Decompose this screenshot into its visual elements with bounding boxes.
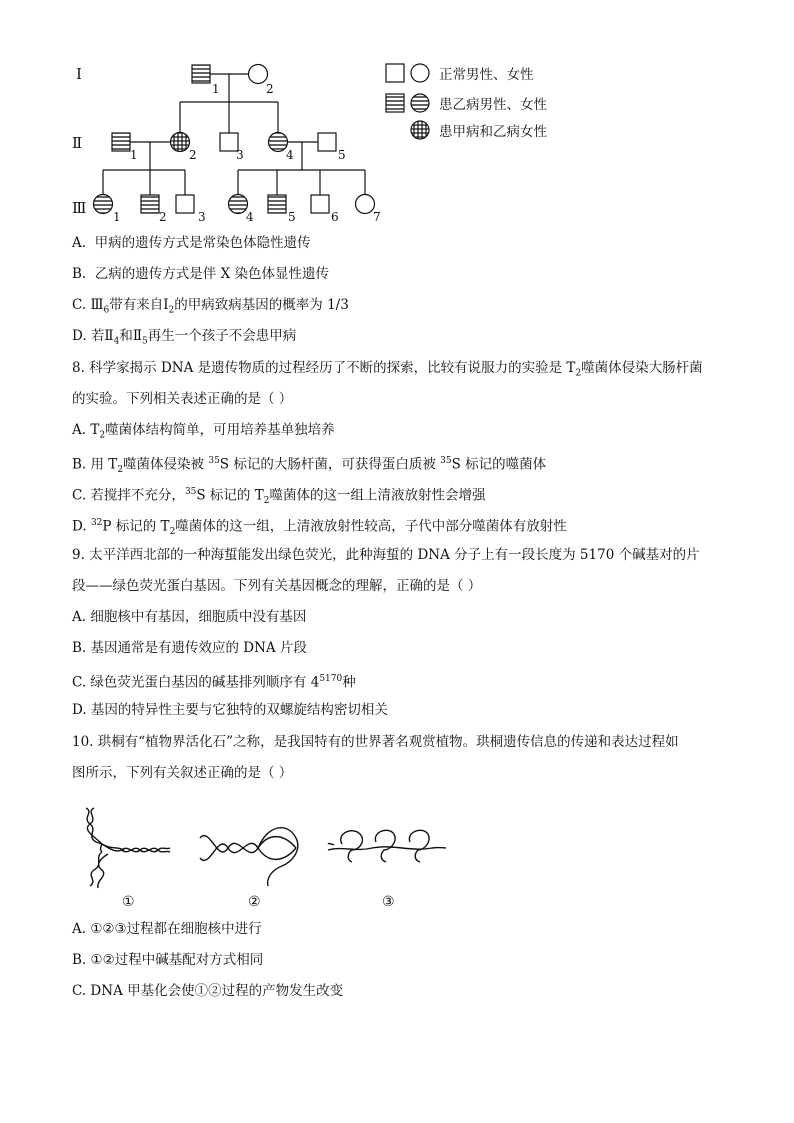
svg-text:4: 4 xyxy=(246,210,254,224)
q8-option-d: D. $^{32}$P 标记的 $T_2$噬菌体的这一组，上清液放射性较高，子代中部分噬菌体有放射性 xyxy=(72,518,567,538)
q10-stem-line2: 图所示，下列有关叙述正确的是（ ） xyxy=(72,765,293,781)
figure-label-2: ② xyxy=(248,894,261,910)
svg-text:3: 3 xyxy=(236,148,244,162)
q8-stem-line1: 8. 科学家揭示 DNA 是遗传物质的过程经历了不断的探索，比较有说服力的实验是 $T_2$噬菌体侵染大肠杆菌 xyxy=(72,360,703,379)
q8-option-c: C. 若搅拌不充分，$^{35}$S 标记的 $T_2$噬菌体的这一组上清液放射性会增强 xyxy=(72,487,486,507)
svg-text:1: 1 xyxy=(113,210,121,224)
q8-stem-line2: 的实验。下列相关表述正确的是（ ） xyxy=(72,391,293,407)
I-1-affected-male xyxy=(192,65,210,83)
legend-both-female-icon xyxy=(411,121,429,139)
q9-stem-line1: 9. 太平洋西北部的一种海蜇能发出绿色荧光，此种海蜇的 DNA 分子上有一段长度为 5170 个碱基对的片 xyxy=(72,547,700,563)
III-1-affected-female xyxy=(94,195,113,214)
legend-normal-female-icon xyxy=(411,64,429,82)
legend-b-male-icon xyxy=(386,94,404,112)
q9-stem-line2: 段——绿色荧光蛋白基因。下列有关基因概念的理解，正确的是（ ） xyxy=(72,578,482,594)
q9-option-d: D. 基因的特异性主要与它独特的双螺旋结构密切相关 xyxy=(72,702,388,718)
q10-option-c: C. DNA 甲基化会使①②过程的产物发生改变 xyxy=(72,983,344,999)
generation-label-3: Ⅲ xyxy=(72,199,87,217)
svg-text:1: 1 xyxy=(130,148,138,162)
II-2-both-female xyxy=(171,133,190,152)
svg-text:3: 3 xyxy=(198,210,206,224)
III-6-normal-male xyxy=(311,195,329,213)
q10-option-b: B. ①②过程中碱基配对方式相同 xyxy=(72,952,264,968)
svg-text:5: 5 xyxy=(338,148,346,162)
q9-option-c: C. 绿色荧光蛋白基因的碱基排列顺序有 $4^{5170}$种 xyxy=(72,674,356,691)
q7-option-c: C. $Ⅲ_6$带有来自$Ⅰ_2$的甲病致病基因的概率为 1/3 xyxy=(72,297,349,316)
generation-label-1: Ⅰ xyxy=(76,65,82,83)
q7-option-b: B. 乙病的遗传方式是伴 X 染色体显性遗传 xyxy=(72,266,330,282)
svg-text:5: 5 xyxy=(288,210,296,224)
III-7-normal-female xyxy=(356,195,375,214)
figure-label-1: ① xyxy=(122,894,135,910)
q7-option-a: A. 甲病的遗传方式是常染色体隐性遗传 xyxy=(72,235,311,251)
q8-option-a: A. $T_2$噬菌体结构简单，可用培养基单独培养 xyxy=(72,422,335,441)
q8-option-b: B. 用 $T_2$噬菌体侵染被 $^{35}$S 标记的大肠杆菌，可获得蛋白质被 $^{35}$S 标记的噬菌体 xyxy=(72,456,547,476)
II-5-normal-male xyxy=(318,133,336,151)
legend-normal-label: 正常男性、女性 xyxy=(439,67,534,83)
generation-label-2: Ⅱ xyxy=(72,134,83,152)
legend-both-label: 患甲病和乙病女性 xyxy=(439,124,547,140)
figure-label-3: ③ xyxy=(382,894,395,910)
I-2-normal-female xyxy=(249,65,268,84)
II-4-affected-female xyxy=(269,133,288,152)
legend-b-label: 患乙病男性、女性 xyxy=(439,97,547,113)
q9-option-a: A. 细胞核中有基因，细胞质中没有基因 xyxy=(72,609,307,625)
legend-normal-male-icon xyxy=(386,64,404,82)
svg-text:2: 2 xyxy=(189,148,197,162)
gene-expression-figure xyxy=(72,798,452,913)
III-2-affected-male xyxy=(141,195,159,213)
q7-option-d: D. 若$Ⅱ_4$和$Ⅱ_5$再生一个孩子不会患甲病 xyxy=(72,328,297,347)
translation-diagram xyxy=(328,830,446,862)
svg-text:6: 6 xyxy=(331,210,339,224)
q9-option-b: B. 基因通常是有遗传效应的 DNA 片段 xyxy=(72,640,307,656)
legend-b-female-icon xyxy=(411,94,429,112)
II-1-affected-male xyxy=(112,133,130,151)
pedigree-chart xyxy=(60,55,600,230)
svg-text:2: 2 xyxy=(266,82,274,96)
svg-text:1: 1 xyxy=(212,82,220,96)
III-3-normal-male xyxy=(176,195,194,213)
replication-diagram xyxy=(86,808,170,888)
q10-stem-line1: 10. 珙桐有“植物界活化石”之称，是我国特有的世界著名观赏植物。珙桐遗传信息的传递和表达过程如 xyxy=(72,734,679,750)
svg-text:4: 4 xyxy=(286,148,294,162)
transcription-diagram xyxy=(200,828,298,886)
svg-text:7: 7 xyxy=(373,210,381,224)
svg-text:2: 2 xyxy=(159,210,167,224)
III-5-affected-male xyxy=(268,195,286,213)
q10-option-a: A. ①②③过程都在细胞核中进行 xyxy=(72,921,262,937)
III-4-affected-female xyxy=(229,195,248,214)
